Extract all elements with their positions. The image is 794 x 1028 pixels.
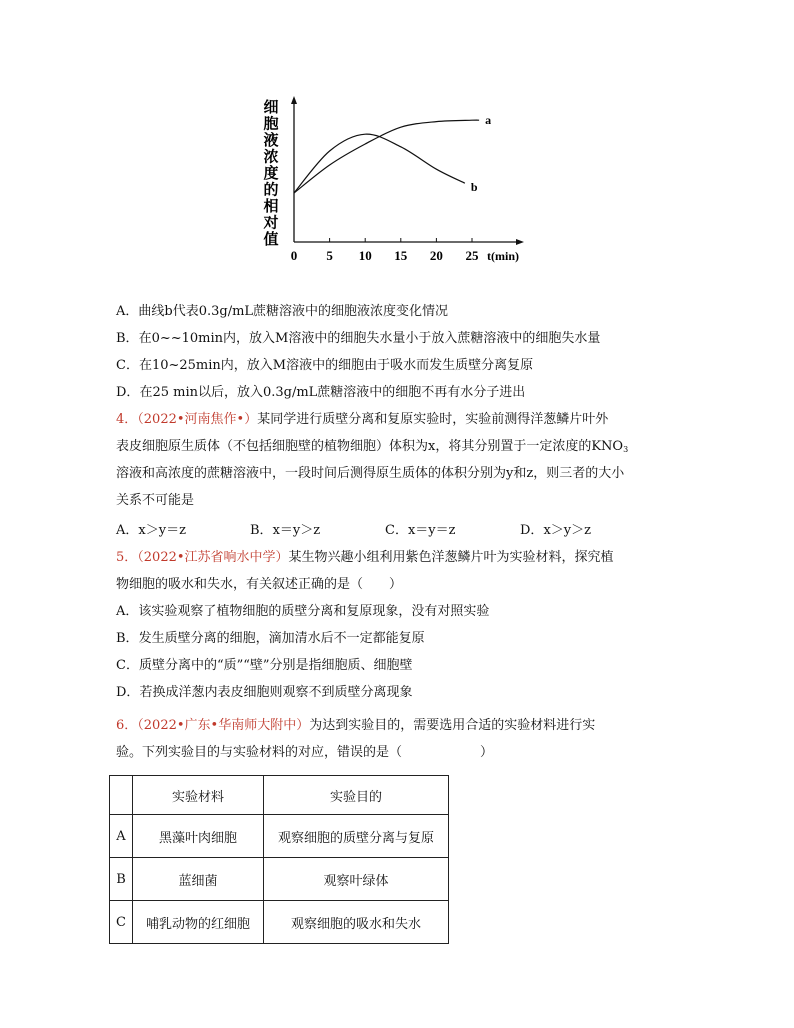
table-cell: A — [110, 815, 133, 858]
q6-line-2: 验。下列实验目的与实验材料的对应，错误的是（ ） — [116, 745, 494, 760]
q5-number: 5． — [116, 550, 138, 565]
table-header-cell: 实验目的 — [264, 776, 449, 815]
q4-line-2: 表皮细胞原生质体（不包括细胞壁的植物细胞）体积为x，将其分别置于一定浓度的$KNO_3$ — [116, 439, 629, 454]
table-cell: 黑藻叶肉细胞 — [133, 815, 264, 858]
table-header-cell — [110, 776, 133, 815]
q3-option-a: A．曲线b代表0.3g/mL蔗糖溶液中的细胞液浓度变化情况 — [116, 304, 449, 319]
q5-option-c: C．质壁分离中的“质”“壁”分别是指细胞质、细胞壁 — [116, 658, 413, 673]
y-axis-label-char: 浓 — [263, 149, 279, 166]
table-cell: 哺乳动物的红细胞 — [133, 901, 264, 944]
y-axis-label-char: 胞 — [263, 116, 279, 133]
y-axis-label-char: 的 — [263, 182, 279, 199]
q6-table — [109, 775, 449, 944]
q5-source: （2022•江苏省响水中学） — [137, 550, 289, 565]
table-cell: 蓝细菌 — [133, 858, 264, 901]
q4-number: 4． — [116, 412, 138, 427]
table-cell: B — [110, 858, 133, 901]
y-axis-label-char: 度 — [263, 166, 279, 182]
q4-option-c: C．x＝y＝z — [385, 523, 456, 538]
y-axis-arrow — [291, 96, 297, 104]
q4-option-a: A．x＞y＝z — [116, 523, 186, 538]
q4-option-d: D．x＞y＞z — [520, 523, 591, 538]
table-cell: 观察细胞的质壁分离与复原 — [264, 815, 449, 858]
y-axis-label-char: 相 — [263, 199, 279, 215]
q5-line-1: 5．（2022•江苏省响水中学）某生物兴趣小组利用紫色洋葱鳞片叶为实验材料，探究植 — [116, 550, 614, 565]
y-axis-label — [262, 99, 278, 248]
table-row — [110, 901, 449, 944]
q5-option-a: A．该实验观察了植物细胞的质壁分离和复原现象，没有对照实验 — [116, 604, 490, 619]
q6-line-1: 6．（2022•广东•华南师大附中）为达到实验目的，需要选用合适的实验材料进行实 — [116, 718, 596, 733]
table-cell: 观察细胞的吸水和失水 — [264, 901, 449, 944]
x-axis-label: t(min) — [487, 249, 519, 263]
q4-source: （2022•河南焦作•） — [137, 412, 258, 427]
q5-option-d: D．若换成洋葱内表皮细胞则观察不到质壁分离现象 — [116, 685, 413, 700]
q3-option-b: B．在0~~10min内，放入M溶液中的细胞失水量小于放入蔗糖溶液中的细胞失水量 — [116, 331, 601, 346]
y-axis-label-char: 值 — [263, 232, 279, 248]
q5-option-b: B．发生质壁分离的细胞，滴加清水后不一定都能复原 — [116, 631, 425, 646]
q5-line-2: 物细胞的吸水和失水，有关叙述正确的是（ ） — [116, 577, 403, 592]
q3-option-c: C．在10~25min内，放入M溶液中的细胞由于吸水而发生质壁分离复原 — [116, 358, 534, 373]
q4-line-3: 溶液和高浓度的蔗糖溶液中，一段时间后测得原生质体的体积分别为y和z，则三者的大小 — [116, 466, 625, 481]
series-a-line — [294, 120, 479, 193]
table-cell: C — [110, 901, 133, 944]
x-tick-label: 10 — [358, 248, 372, 263]
series-b-label: b — [470, 180, 478, 195]
y-axis-label-char: 液 — [263, 133, 279, 149]
table-row — [110, 858, 449, 901]
table-cell: 观察叶绿体 — [264, 858, 449, 901]
x-tick-label: 25 — [465, 248, 479, 263]
x-tick-label: 20 — [429, 248, 443, 263]
table-header-cell: 实验材料 — [133, 776, 264, 815]
x-tick-label: 5 — [326, 248, 333, 263]
x-axis-arrow — [516, 239, 524, 245]
q4-line-4: 关系不可能是 — [116, 493, 195, 508]
q6-source: （2022•广东•华南师大附中） — [137, 718, 310, 733]
y-axis-label-char: 细 — [263, 100, 279, 116]
y-axis-label-char: 对 — [263, 215, 279, 232]
table-row — [110, 815, 449, 858]
x-tick-label: 0 — [290, 248, 298, 263]
q6-number: 6． — [116, 718, 138, 733]
table-header-row — [110, 776, 449, 815]
q4-option-b: B．x＝y＞z — [250, 523, 321, 538]
q4-line-1: 4．（2022•河南焦作•）某同学进行质壁分离和复原实验时，实验前测得洋葱鳞片叶外 — [116, 412, 609, 427]
series-a-label: a — [485, 113, 492, 128]
x-tick-label: 15 — [394, 248, 408, 263]
series-b-line — [294, 134, 465, 193]
q3-option-d: D．在25 min以后，放入0.3g/mL蔗糖溶液中的细胞不再有水分子进出 — [116, 385, 526, 400]
concentration-chart — [262, 96, 532, 266]
